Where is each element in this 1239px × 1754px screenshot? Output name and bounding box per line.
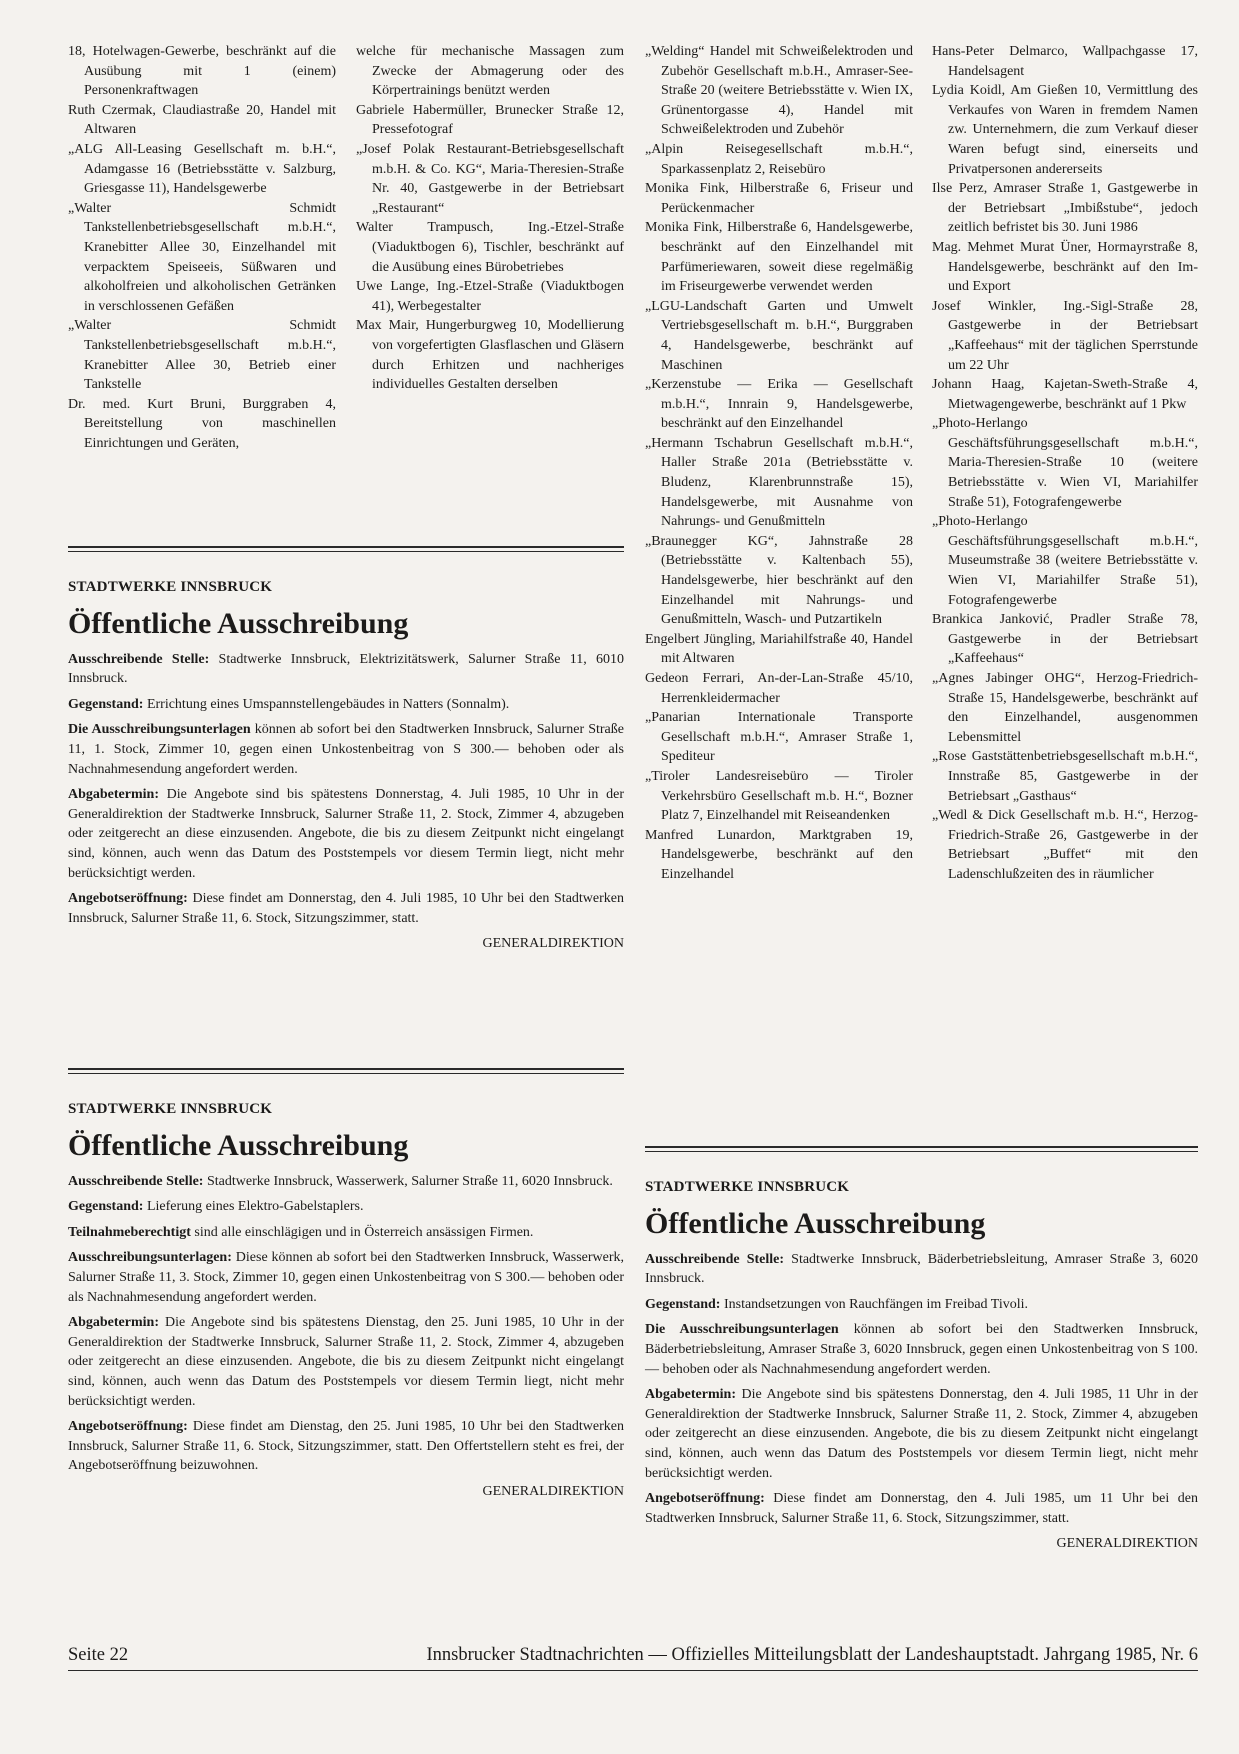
- register-entry: „Josef Polak Restaurant-Betriebsgesellschaft m.b.H. & Co. KG“, Maria-Theresien-Straße Nr. 40, Gastgewerbe in der Betriebsart „Restaurant“: [356, 141, 624, 216]
- register-entry: „Agnes Jabinger OHG“, Herzog-Friedrich-Straße 15, Handelsgewerbe, beschränkt auf den Einzelhandel, ausgenommen Lebensmittel: [932, 671, 1198, 745]
- notice-signature: GENERALDIREKTION: [482, 1483, 624, 1499]
- notice-label: Teilnahmeberechtigt: [68, 1224, 191, 1240]
- notice-text: Stadtwerke Innsbruck, Bäderbetriebsleitung, Amraser Straße 3, 6020 Innsbruck.: [645, 1251, 1198, 1287]
- notice-paragraph: [645, 1250, 1198, 1289]
- divider: [68, 1068, 624, 1074]
- register-entry: Ruth Czermak, Claudiastraße 20, Handel mit Altwaren: [68, 102, 336, 138]
- notice-text: Instandsetzungen von Rauchfängen im Freibad Tivoli.: [720, 1296, 1029, 1312]
- register-entry: „LGU-Landschaft Garten und Umwelt Vertriebsgesellschaft m. b.H.“, Burggraben 4, Handelsgewerbe, beschränkt auf Maschinen: [645, 298, 913, 373]
- register-entry: „Tiroler Landesreisebüro — Tiroler Verkehrsbüro Gesellschaft m.b. H.“, Bozner Platz 7, Einzelhandel mit Reiseandenken: [645, 768, 913, 824]
- notice-text: Stadtwerke Innsbruck, Wasserwerk, Salurner Straße 11, 6020 Innsbruck.: [203, 1173, 613, 1189]
- notice-text: Die Angebote sind bis spätestens Donnerstag, 4. Juli 1985, 10 Uhr in der Generaldirektion der Stadtwerke Innsbruck, Salurner Straße 11, 2. Stock, Zimmer 4, abzugeben oder zeitgerecht an diese einzusenden. Angebote, die bis zu diesem Zeitpunkt nicht eingelangt sind, können, auch wenn das Datum des Poststempels vor diesem Termin liegt, nicht mehr berücksichtigt werden.: [68, 787, 624, 881]
- notice-label: Abgabetermin:: [68, 1315, 159, 1331]
- notice-paragraph: [68, 1417, 624, 1476]
- notice-agency: STADTWERKE INNSBRUCK: [68, 579, 273, 595]
- register-entry: Monika Fink, Hilberstraße 6, Handelsgewerbe, beschränkt auf den Einzelhandel mit Parfümeriewaren, soweit diese regelmäßig im Friseurgewerbe verwendet werden: [645, 220, 913, 295]
- notice-paragraph: [645, 1489, 1198, 1528]
- register-entry: „Braunegger KG“, Jahnstraße 28 (Betriebsstätte v. Kaltenbach 55), Handelsgewerbe, hier beschränkt auf den Einzelhandel mit Nahrungs- und Genußmitteln, Wasch- und Putzartikeln: [645, 533, 913, 628]
- register-entry: „Alpin Reisegesellschaft m.b.H.“, Sparkassenplatz 2, Reisebüro: [645, 141, 913, 177]
- notice-paragraph: [68, 695, 624, 715]
- notice-label: Ausschreibungsunterlagen:: [68, 1250, 232, 1266]
- register-entry: „Photo-Herlango Geschäftsführungsgesellschaft m.b.H.“, Museumstraße 38 (weitere Betriebsstätte v. Wien VI, Mariahilfer Straße 51), Fotografengewerbe: [932, 514, 1198, 608]
- notice-paragraph: [68, 889, 624, 928]
- footer-rule: [68, 1670, 1198, 1671]
- notice-title: Öffentliche Ausschreibung: [68, 606, 409, 640]
- register-column-4: [932, 42, 1198, 885]
- notice-label: Ausschreibende Stelle:: [68, 651, 210, 667]
- register-entry: „Welding“ Handel mit Schweißelektroden und Zubehör Gesellschaft m.b.H., Amraser-See-Straße 20 (weitere Betriebsstätte v. Wien IX, Grünentorgasse 4), Handel mit Schweißelektroden und Zubehör: [645, 44, 913, 138]
- register-entry: „Hermann Tschabrun Gesellschaft m.b.H.“, Haller Straße 201a (Betriebsstätte v. Bludenz, Klarenbrunnstraße 15), Handelsgewerbe, mit Ausnahme von Nahrungs- und Genußmitteln: [645, 435, 913, 530]
- register-entry: „Kerzenstube — Erika — Gesellschaft m.b.H.“, Innrain 9, Handelsgewerbe, beschränkt auf den Einzelhandel: [645, 377, 913, 432]
- notice-text: Diese können ab sofort bei den Stadtwerken Innsbruck, Wasserwerk, Salurner Straße 11, 3. Stock, Zimmer 10, gegen einen Unkostenbeitrag von S 300.— behoben oder als Nachnahmesendung angefordert werden.: [68, 1250, 624, 1305]
- notice-text: Errichtung eines Umspannstellengebäudes in Natters (Sonnalm).: [143, 696, 510, 712]
- notice-label: Ausschreibende Stelle:: [645, 1251, 785, 1267]
- notice-paragraph: [68, 650, 624, 689]
- notice-title: Öffentliche Ausschreibung: [645, 1206, 986, 1240]
- register-entry: „Walter Schmidt Tankstellenbetriebsgesellschaft m.b.H.“, Kranebitter Allee 30, Einzelhandel mit verpacktem Speiseeis, Süßwaren und alkoholfreien und alkoholischen Getränken in verschlossenen Gefäßen: [68, 200, 336, 314]
- register-column-3: [645, 42, 913, 885]
- notice-paragraph: [68, 1172, 624, 1192]
- notice-label: Gegenstand:: [68, 1199, 144, 1215]
- page-number: Seite 22: [68, 1645, 129, 1665]
- notice-paragraph: [645, 1295, 1198, 1315]
- register-entry: Ilse Perz, Amraser Straße 1, Gastgewerbe in der Betriebsart „Imbißstube“, jedoch zeitlich befristet bis 30. Juni 1986: [932, 181, 1198, 236]
- notice-signature: GENERALDIREKTION: [482, 936, 624, 952]
- notice-paragraph: [68, 1313, 624, 1411]
- notice-paragraph: [645, 1320, 1198, 1379]
- register-entry: Manfred Lunardon, Marktgraben 19, Handelsgewerbe, beschränkt auf den Einzelhandel: [645, 827, 913, 882]
- notice-paragraph: [645, 1385, 1198, 1483]
- register-entry: „Panarian Internationale Transporte Gesellschaft m.b.H.“, Amraser Straße 1, Spediteur: [645, 710, 913, 765]
- notice-label: Gegenstand:: [68, 696, 144, 712]
- notice-label: Gegenstand:: [645, 1296, 721, 1312]
- notice-label: Angebotseröffnung:: [68, 1419, 188, 1435]
- notice-label: Abgabetermin:: [645, 1387, 736, 1403]
- register-column-1: [68, 42, 336, 453]
- tender-notice-waterworks: [68, 1068, 624, 1502]
- notice-paragraph: [68, 1248, 624, 1307]
- register-entry: Walter Trampusch, Ing.-Etzel-Straße (Viaduktbogen 6), Tischler, beschränkt auf die Ausübung eines Bürobetriebes: [356, 220, 624, 275]
- register-entry: Dr. med. Kurt Bruni, Burggraben 4, Bereitstellung von maschinellen Einrichtungen und Geräten,: [68, 396, 336, 451]
- register-entry: Engelbert Jüngling, Mariahilfstraße 40, Handel mit Altwaren: [645, 631, 913, 667]
- notice-agency: STADTWERKE INNSBRUCK: [645, 1179, 850, 1195]
- notice-text: Diese findet am Donnerstag, den 4. Juli 1985, um 11 Uhr bei den Stadtwerken Innsbruck, Salurner Straße 11, 6. Stock, Sitzungszimmer, statt.: [645, 1491, 1198, 1526]
- notice-paragraph: [68, 1223, 624, 1243]
- register-entry: Mag. Mehmet Murat Üner, Hormayrstraße 8, Handelsgewerbe, beschränkt auf den Im- und Export: [932, 239, 1198, 295]
- register-entry: „Photo-Herlango Geschäftsführungsgesellschaft m.b.H.“, Maria-Theresien-Straße 10 (weitere Betriebsstätte v. Wien VI, Mariahilfer Straße 51), Fotografengewerbe: [932, 416, 1198, 510]
- divider: [645, 1146, 1198, 1152]
- notice-title: Öffentliche Ausschreibung: [68, 1128, 409, 1162]
- register-entry: Lydia Koidl, Am Gießen 10, Vermittlung des Verkaufes von Waren in fremdem Namen zw. Unternehmern, die zum Verkauf dieser Waren befugt sind, einerseits und Privatpersonen andererseits: [932, 83, 1198, 177]
- register-entry: Monika Fink, Hilberstraße 6, Friseur und Perückenmacher: [645, 181, 913, 216]
- notice-text: Lieferung eines Elektro-Gabelstaplers.: [143, 1199, 364, 1215]
- register-column-2: [356, 42, 624, 395]
- register-entry: „Walter Schmidt Tankstellenbetriebsgesellschaft m.b.H.“, Kranebitter Allee 30, Betrieb einer Tankstelle: [68, 318, 336, 393]
- notice-label: Ausschreibende Stelle:: [68, 1173, 204, 1189]
- divider: [68, 546, 624, 552]
- notice-text: sind alle einschlägigen und in Österreich ansässigen Firmen.: [190, 1224, 534, 1240]
- notice-signature: GENERALDIREKTION: [1056, 1536, 1198, 1552]
- register-entry: Gedeon Ferrari, An-der-Lan-Straße 45/10, Herrenkleidermacher: [645, 671, 913, 706]
- register-entry: Gabriele Habermüller, Brunecker Straße 12, Pressefotograf: [356, 102, 624, 138]
- publication-line: Innsbrucker Stadtnachrichten — Offizielles Mitteilungsblatt der Landeshauptstadt. Jahrgang 1985, Nr. 6: [426, 1645, 1198, 1665]
- notice-paragraph: [68, 785, 624, 883]
- notice-text: Stadtwerke Innsbruck, Elektrizitätswerk, Salurner Straße 11, 6010 Innsbruck.: [68, 651, 624, 687]
- register-entry: Hans-Peter Delmarco, Wallpachgasse 17, Handelsagent: [932, 44, 1198, 79]
- notice-text: Diese findet am Dienstag, den 25. Juni 1985, 10 Uhr bei den Stadtwerken Innsbruck, Salurner Straße 11, 6. Stock, Sitzungszimmer, statt. Den Offertstellern steht es frei, der Angebotseröffnung beizuwohnen.: [68, 1419, 624, 1474]
- register-entry: Brankica Janković, Pradler Straße 78, Gastgewerbe in der Betriebsart „Kaffeehaus“: [932, 612, 1198, 667]
- notice-agency: STADTWERKE INNSBRUCK: [68, 1101, 273, 1117]
- register-entry: Max Mair, Hungerburgweg 10, Modellierung von vorgefertigten Glasflaschen und Gläsern durch Erhitzen und nachheriges individuelles Gestalten derselben: [356, 318, 624, 393]
- register-entry: „Wedl & Dick Gesellschaft m.b. H.“, Herzog-Friedrich-Straße 26, Gastgewerbe in der Betriebsart „Buffet“ mit den Ladenschlußzeiten des in räumlicher: [932, 808, 1198, 882]
- notice-paragraph: [68, 1197, 624, 1217]
- notice-label: Abgabetermin:: [68, 787, 159, 803]
- notice-text: können ab sofort bei den Stadtwerken Innsbruck, Salurner Straße 11, 1. Stock, Zimmer 10, gegen einen Unkostenbeitrag von S 300.— behoben oder als Nachnahmesendung angefordert werden.: [68, 722, 624, 777]
- tender-notice-electricity: [68, 546, 624, 954]
- notice-text: Die Angebote sind bis spätestens Dienstag, den 25. Juni 1985, 10 Uhr in der Generaldirektion der Stadtwerke Innsbruck, Salurner Straße 11, 2. Stock, Zimmer 4, abzugeben oder zeitgerecht an diese einzusenden. Angebote, die bis zu diesem Zeitpunkt nicht eingelangt sind, können, auch wenn das Datum des Poststempels vor diesem Termin liegt, nicht mehr berücksichtigt werden.: [68, 1315, 624, 1409]
- register-entry: Josef Winkler, Ing.-Sigl-Straße 28, Gastgewerbe in der Betriebsart „Kaffeehaus“ mit der täglichen Sperrstunde um 22 Uhr: [932, 298, 1198, 373]
- tender-notice-baths: [645, 1146, 1198, 1554]
- notice-text: können ab sofort bei den Stadtwerken Innsbruck, Bäderbetriebsleitung, Amraser Straße 3, 6020 Innsbruck, gegen einen Unkostenbeitrag von S 100.— behoben oder als Nachnahmesendung angefordert werden.: [645, 1322, 1198, 1377]
- notice-paragraph: [68, 720, 624, 779]
- notice-label: Angebotseröffnung:: [645, 1491, 765, 1507]
- register-entry: „ALG All-Leasing Gesellschaft m. b.H.“, Adamgasse 16 (Betriebsstätte v. Salzburg, Griesgasse 11), Handelsgewerbe: [68, 141, 336, 197]
- notice-text: Die Angebote sind bis spätestens Donnerstag, den 4. Juli 1985, 11 Uhr in der Generaldirektion der Stadtwerke Innsbruck, Salurner Straße 11, 2. Stock, Zimmer 4, abzugeben oder zeitgerecht an diese einzusenden. Angebote, die bis zu diesem Zeitpunkt nicht eingelangt sind, können, auch wenn das Datum des Poststempels vor diesem Termin liegt, nicht mehr berücksichtigt werden.: [645, 1387, 1198, 1481]
- notice-label: Die Ausschreibungsunterlagen: [68, 722, 251, 738]
- notice-label: Angebotseröffnung:: [68, 891, 188, 907]
- register-entry: 18, Hotelwagen-Gewerbe, beschränkt auf die Ausübung mit 1 (einem) Personenkraftwagen: [68, 44, 336, 99]
- register-entry: welche für mechanische Massagen zum Zwecke der Abmagerung oder des Körpertrainings benützt werden: [356, 44, 624, 99]
- register-entry: Uwe Lange, Ing.-Etzel-Straße (Viaduktbogen 41), Werbegestalter: [356, 279, 624, 314]
- notice-text: Diese findet am Donnerstag, den 4. Juli 1985, 10 Uhr bei den Stadtwerken Innsbruck, Salurner Straße 11, 6. Stock, Sitzungszimmer, statt.: [68, 891, 624, 926]
- register-entry: Johann Haag, Kajetan-Sweth-Straße 4, Mietwagengewerbe, beschränkt auf 1 Pkw: [932, 377, 1198, 412]
- notice-label: Die Ausschreibungsunterlagen: [645, 1322, 839, 1338]
- register-entry: „Rose Gaststättenbetriebsgesellschaft m.b.H.“, Innstraße 85, Gastgewerbe in der Betriebsart „Gasthaus“: [932, 749, 1198, 804]
